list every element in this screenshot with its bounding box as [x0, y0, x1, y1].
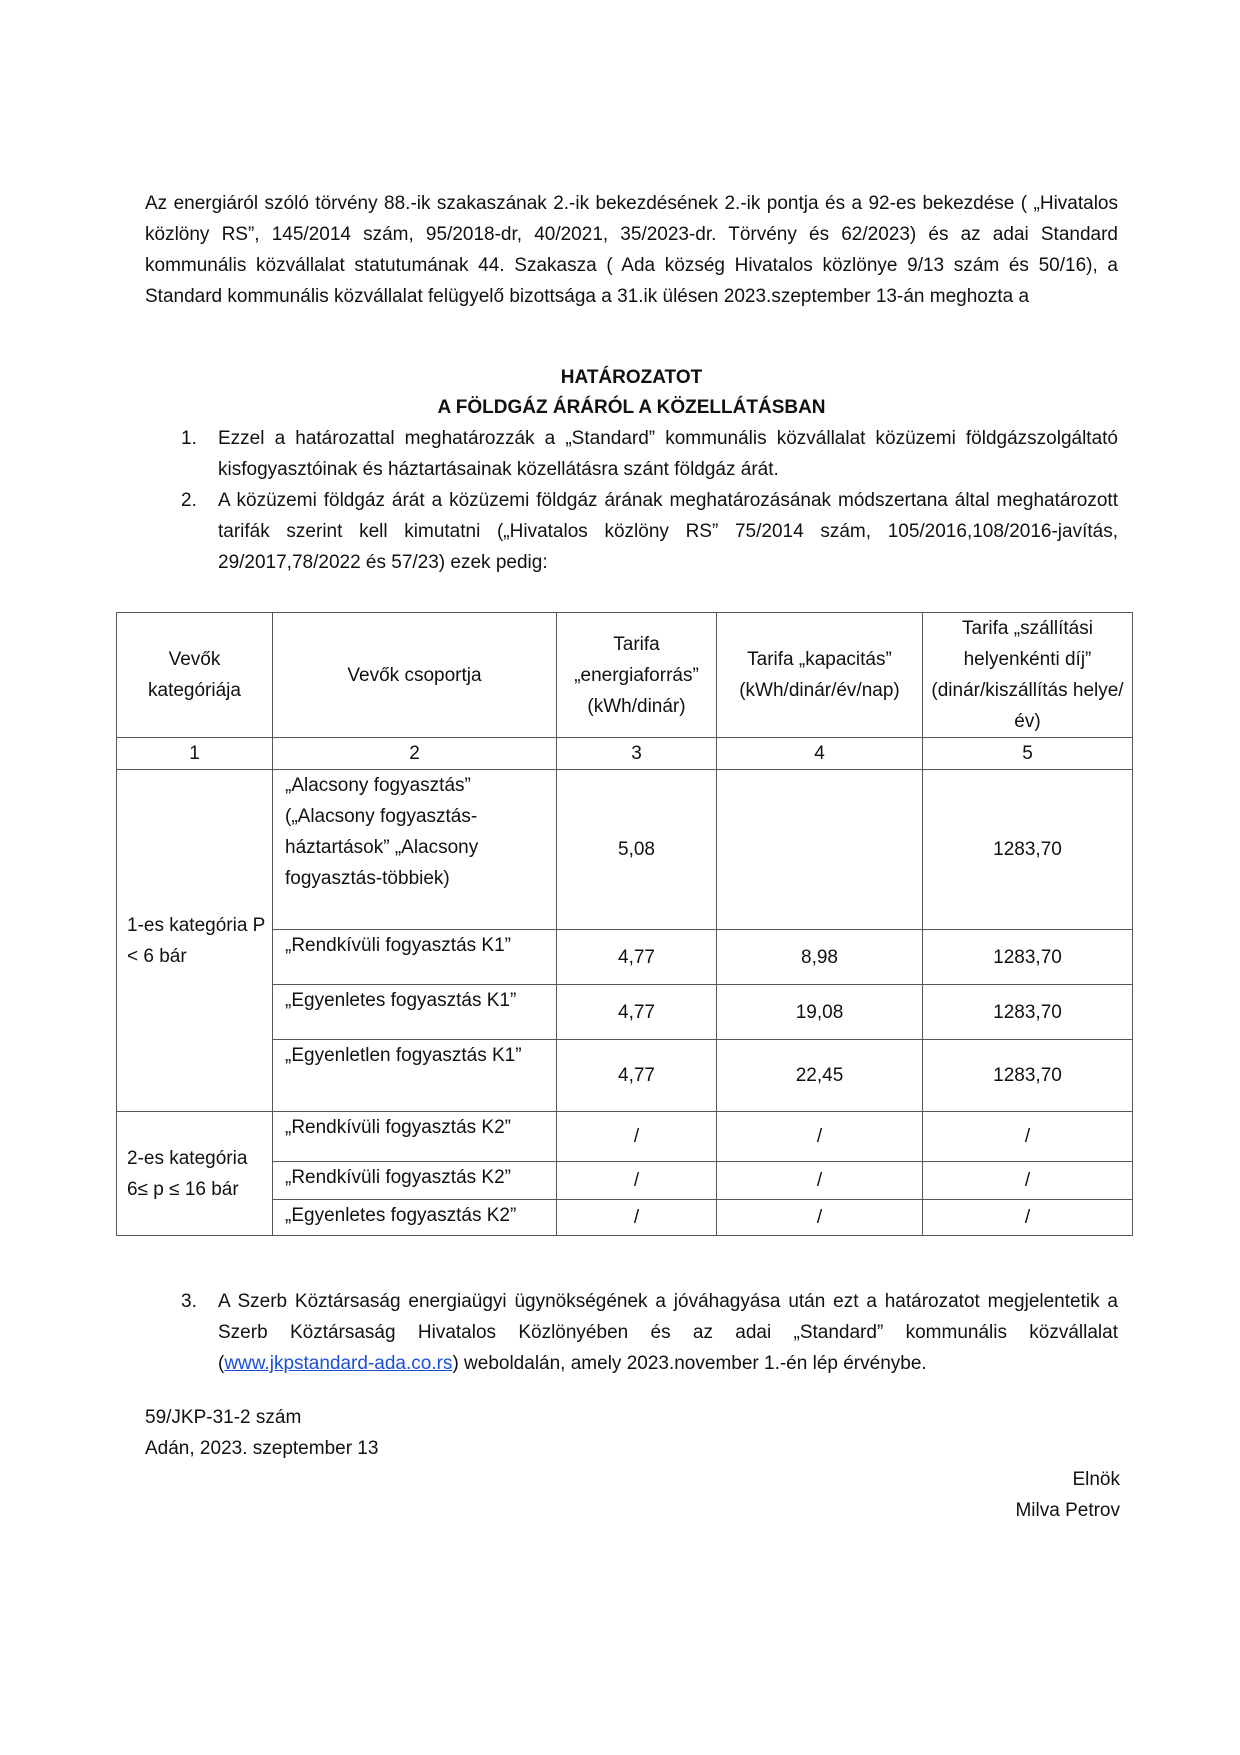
signer-name: Milva Petrov [1015, 1500, 1120, 1521]
capacity-tariff-cell: 22,45 [717, 1040, 923, 1112]
delivery-tariff-cell: 1283,70 [923, 1040, 1133, 1112]
item3-text-after: ) weboldalán, amely 2023.november 1.-én lép érvénybe. [452, 1353, 927, 1374]
decision-subtitle: A FÖLDGÁZ ÁRÁRÓL A KÖZELLÁTÁSBAN [437, 397, 826, 418]
delivery-tariff-cell: / [923, 1162, 1133, 1200]
column-number: 1 [117, 738, 273, 770]
group-cell: „Rendkívüli fogyasztás K2” [273, 1162, 557, 1200]
header-delivery-tariff: Tarifa „szállítási helyenkénti díj” (dinár/kiszállítás helye/év) [923, 613, 1133, 738]
delivery-tariff-cell: / [923, 1200, 1133, 1236]
header-capacity-tariff: Tarifa „kapacitás” (kWh/dinár/év/nap) [717, 613, 923, 738]
website-link[interactable]: www.jkpstandard-ada.co.rs [224, 1353, 453, 1374]
table-header-row [117, 613, 1133, 738]
group-cell: „Egyenletes fogyasztás K1” [273, 985, 557, 1040]
list-item-text [218, 1286, 1118, 1379]
group-cell: „Rendkívüli fogyasztás K1” [273, 930, 557, 985]
column-number: 3 [557, 738, 717, 770]
header-customer-category: Vevők kategóriája [117, 613, 273, 738]
energy-tariff-cell: 4,77 [557, 985, 717, 1040]
energy-tariff-cell: 4,77 [557, 930, 717, 985]
category-1-cell: 1-es kategória P < 6 bár [117, 770, 273, 1112]
group-cell: „Alacsony fogyasztás” („Alacsony fogyasztás-háztartások” „Alacsony fogyasztás-többiek) [273, 770, 557, 930]
capacity-tariff-cell: / [717, 1112, 923, 1162]
list-item-number: 3. [181, 1291, 197, 1312]
column-number: 4 [717, 738, 923, 770]
table-row [117, 770, 1133, 930]
intro-paragraph: Az energiáról szóló törvény 88.-ik szakaszának 2.-ik bekezdésének 2.-ik pontja és a 92-es bekezdése ( „Hivatalos közlöny RS”, 145/2014 szám, 95/2018-dr, 40/2021, 35/2023-dr. Törvény és 62/2023) és az adai Standard kommunális közvállalat statutumának 44. Szakasza ( Ada község Hivatalos közlönye 9/13 szám és 50/16), a Standard kommunális közvállalat felügyelő bizottsága a 31.ik ülésen 2023.szeptember 13-án meghozta a [145, 193, 1118, 307]
reference-number: 59/JKP-31-2 szám [145, 1407, 302, 1428]
table-number-row [117, 738, 1133, 770]
group-cell: „Rendkívüli fogyasztás K2” [273, 1112, 557, 1162]
tariff-table [116, 612, 1133, 1236]
list-item-text: A közüzemi földgáz árát a közüzemi földgáz árának meghatározásának módszertana által meghatározott tarifák szerint kell kimutatni („Hivatalos közlöny RS” 75/2014 szám, 105/2016,108/2016-javítás, 29/2017,78/2022 és 57/23) ezek pedig: [218, 490, 1118, 573]
column-number: 2 [273, 738, 557, 770]
header-customer-group: Vevők csoportja [273, 613, 557, 738]
delivery-tariff-cell: 1283,70 [923, 985, 1133, 1040]
energy-tariff-cell: / [557, 1112, 717, 1162]
item3-text-before: A Szerb Köztársaság energiaügyi ügynökségének a jóváhagyása után ezt a határozatot megjelentetik a Szerb Köztársaság Hivatalos Közlönyében és az adai „Standard” kommunális közvállalat ( [218, 1291, 1118, 1374]
header-energy-tariff: Tarifa „energiaforrás” (kWh/dinár) [557, 613, 717, 738]
energy-tariff-cell: 5,08 [557, 770, 717, 930]
decision-title: HATÁROZATOT [560, 367, 703, 388]
energy-tariff-cell: 4,77 [557, 1040, 717, 1112]
capacity-tariff-cell: 19,08 [717, 985, 923, 1040]
list-item-number: 1. [181, 428, 197, 449]
list-item-number: 2. [181, 490, 197, 511]
delivery-tariff-cell: / [923, 1112, 1133, 1162]
signer-title: Elnök [1072, 1469, 1120, 1490]
category-2-cell: 2-es kategória 6≤ p ≤ 16 bár [117, 1112, 273, 1236]
delivery-tariff-cell: 1283,70 [923, 930, 1133, 985]
energy-tariff-cell: / [557, 1200, 717, 1236]
capacity-tariff-cell: / [717, 1162, 923, 1200]
capacity-tariff-cell [717, 770, 923, 930]
place-date: Adán, 2023. szeptember 13 [145, 1438, 379, 1459]
column-number: 5 [923, 738, 1133, 770]
group-cell: „Egyenletlen fogyasztás K1” [273, 1040, 557, 1112]
capacity-tariff-cell: / [717, 1200, 923, 1236]
table-row [117, 1112, 1133, 1162]
list-item-text: Ezzel a határozattal meghatározzák a „Standard” kommunális közvállalat közüzemi földgázszolgáltató kisfogyasztóinak és háztartásainak közellátásra szánt földgáz árát. [218, 428, 1118, 480]
group-cell: „Egyenletes fogyasztás K2” [273, 1200, 557, 1236]
energy-tariff-cell: / [557, 1162, 717, 1200]
delivery-tariff-cell: 1283,70 [923, 770, 1133, 930]
capacity-tariff-cell: 8,98 [717, 930, 923, 985]
